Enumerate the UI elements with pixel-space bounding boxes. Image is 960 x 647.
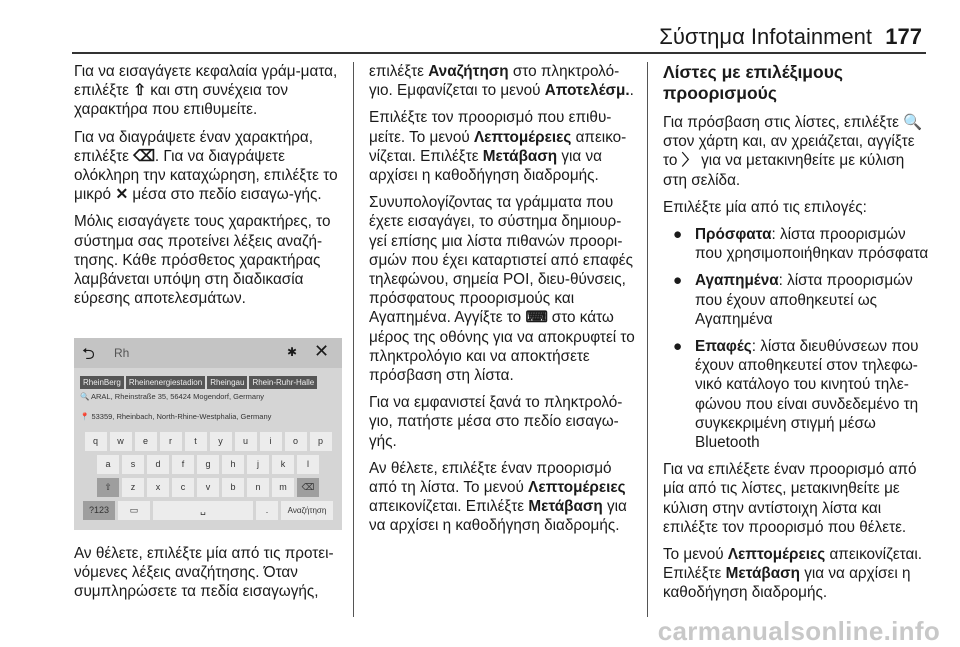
key: l [297, 455, 319, 474]
key-row [78, 478, 338, 497]
key: e [135, 432, 157, 451]
suggestion-poi: 🔍 ARAL, Rheinstraße 35, 56424 Mogendorf, Germany [80, 392, 265, 401]
key: w [110, 432, 132, 451]
keyboard-icon: ⌨ [525, 309, 548, 327]
search-bar [74, 338, 342, 368]
key: g [197, 455, 219, 474]
paragraph: Επιλέξτε μία από τις επιλογές: [663, 198, 867, 216]
close-icon: ✕ [314, 341, 330, 361]
list-item: ● Αγαπημένα: λίστα προορισμών που έχουν αποθηκευτεί ως Αγαπημένα [673, 272, 913, 328]
key-row [78, 432, 338, 451]
space-key: ␣ [153, 501, 253, 520]
key-row [78, 501, 338, 520]
page-number: 177 [885, 24, 922, 49]
key: a [97, 455, 119, 474]
key: m [272, 478, 294, 497]
key: n [247, 478, 269, 497]
column-3 [663, 62, 931, 611]
key: j [247, 455, 269, 474]
page-footer [0, 612, 960, 646]
key: b [222, 478, 244, 497]
paragraph: Για να επιλέξετε έναν προορισμό από μία από τις λίστες, μετακινηθείτε με κύλιση στην αντίστοιχη λίστα και επιλέξτε τον προορισμό που θέλετε. [663, 461, 917, 536]
paragraph: Αν θέλετε, επιλέξτε μία από τις προτει-νόμενες λέξεις αναζήτησης. Όταν συμπληρώσετε τα πεδία εισαγωγής, [74, 545, 334, 601]
key-row [78, 455, 338, 474]
watermark: carmanualsonline.info [657, 616, 940, 646]
key: z [122, 478, 144, 497]
header-rule [72, 52, 926, 54]
paragraph: Συνυπολογίζοντας τα γράμματα που έχετε εισαγάγει, το σύστημα δημιουρ-γεί επίσης μια λίστα πιθανών προορι-σμών που έχει καταρτιστεί από επαφές τηλεφώνου, σημεία POI, διευ-θύνσεις, πρόσφατους προορισμούς και Αγαπημένα. Αγγίξτε το ⌨ στο κάτω μέρος της οθόνης για να αποκρυφτεί το πληκτρολόγιο και να αποκτήσετε πρόσβαση στη λίστα. [369, 194, 635, 385]
key: q [85, 432, 107, 451]
key: p [310, 432, 332, 451]
column-1-bottom [74, 544, 342, 610]
bullet-icon: ● [673, 338, 683, 356]
list-item: ● Επαφές: λίστα διευθύνσεων που έχουν αποθηκευτεί στον τηλεφω-νικό κατάλογο του κινητού τηλε-φώνου που είναι συνδεδεμένο τη συγκεκριμένη στιγμή μέσω Bluetooth [673, 338, 919, 452]
key: s [122, 455, 144, 474]
shift-icon: ⇧ [133, 82, 147, 100]
chip: Rhein-Ruhr-Halle [249, 376, 317, 389]
chip: Rheinenergiestadion [126, 376, 205, 389]
search-input: Rh [114, 346, 130, 360]
paragraph: Για να εμφανιστεί ξανά το πληκτρολό-γιο, πατήστε μέσα στο πεδίο εισαγω-γής. [369, 394, 623, 450]
key: c [172, 478, 194, 497]
column-divider-1 [353, 62, 354, 617]
paragraph: Για πρόσβαση στις λίστες, επιλέξτε 🔍 στον χάρτη και, αν χρειάζεται, αγγίξτε το 〉 για να μετακινηθείτε με κύλιση στη σελίδα. [663, 114, 923, 189]
paragraph: Το μενού Λεπτομέρειες απεικονίζεται. Επιλέξτε Μετάβαση για να αρχίσει η καθοδήγηση διαδρομής. [663, 546, 922, 602]
search-icon: 🔍 [903, 114, 923, 131]
search-key: Αναζήτηση [281, 501, 333, 520]
chip: RheinBerg [80, 376, 124, 389]
chip: Rheingau [207, 376, 247, 389]
shift-key-icon: ⇧ [97, 478, 119, 497]
column-2 [369, 62, 635, 544]
asterisk-icon: ✱ [287, 345, 298, 359]
key: y [210, 432, 232, 451]
header-title: Σύστημα Infotainment [659, 24, 872, 49]
key: h [222, 455, 244, 474]
suggestion-chips [80, 372, 319, 386]
keyboard-screenshot [74, 338, 342, 530]
bullet-icon: ● [673, 226, 683, 244]
list-item: ● Πρόσφατα: λίστα προορισμών που χρησιμοποιήθηκαν πρόσφατα [673, 226, 929, 263]
backspace-icon: ⌫ [133, 147, 155, 165]
column-1 [74, 62, 342, 316]
poi-icon: 🔍 [80, 392, 92, 401]
page-header [0, 0, 960, 52]
paragraph: Για να εισαγάγετε κεφαλαία γράμ-ματα, επιλέξτε ⇧ και στη συνέχεια τον χαρακτήρα που επιθυμείτε. [74, 63, 338, 119]
on-screen-keyboard [78, 432, 338, 524]
key: k [272, 455, 294, 474]
column-divider-2 [647, 62, 648, 617]
paragraph: Μόλις εισαγάγετε τους χαρακτήρες, το σύστημα σας προτείνει λέξεις αναζή-τησης. Κάθε πρόσθετος χαρακτήρας λαμβάνεται υπόψη στη διαδικασία εύρεσης αποτελεσμάτων. [74, 213, 331, 308]
dot-key: . [256, 501, 278, 520]
symbols-key: ?123 [83, 501, 115, 520]
backspace-key-icon: ⌫ [297, 478, 319, 497]
key: v [197, 478, 219, 497]
suggestion-address: 📍 53359, Rheinbach, North-Rhine-Westphalia, Germany [80, 412, 272, 421]
close-icon: ✕ [115, 186, 129, 204]
key: i [260, 432, 282, 451]
key: f [172, 455, 194, 474]
key: d [147, 455, 169, 474]
back-arrow-icon: ⮌ [82, 346, 95, 363]
pin-icon: 📍 [80, 412, 92, 421]
bullet-icon: ● [673, 272, 683, 290]
key: u [235, 432, 257, 451]
hide-keyboard-icon: ▭ [118, 501, 150, 520]
key: o [285, 432, 307, 451]
key: r [160, 432, 182, 451]
key: x [147, 478, 169, 497]
paragraph: Για να διαγράψετε έναν χαρακτήρα, επιλέξτε ⌫. Για να διαγράψετε ολόκληρη την καταχώρηση, επιλέξτε το μικρό ✕ μέσα στο πεδίο εισαγω-γής. [74, 128, 338, 204]
section-heading: Λίστες με επιλέξιμους προορισμούς [663, 62, 843, 103]
paragraph: Επιλέξτε τον προορισμό που επιθυ-μείτε. Το μενού Λεπτομέρειες απεικο-νίζεται. Επιλέξτε Μετάβαση για να αρχίσει η καθοδήγηση διαδρομής. [369, 109, 627, 185]
key: t [185, 432, 207, 451]
paragraph: Αν θέλετε, επιλέξτε έναν προορισμό από τη λίστα. Το μενού Λεπτομέρειες απεικονίζεται. Επιλέξτε Μετάβαση για να αρχίσει η καθοδήγηση διαδρομής. [369, 459, 627, 535]
paragraph: επιλέξτε Αναζήτηση στο πληκτρολό-γιο. Εμφανίζεται το μενού Αποτελέσμ.. [369, 63, 634, 100]
chevron-right-icon: 〉 [681, 152, 697, 170]
